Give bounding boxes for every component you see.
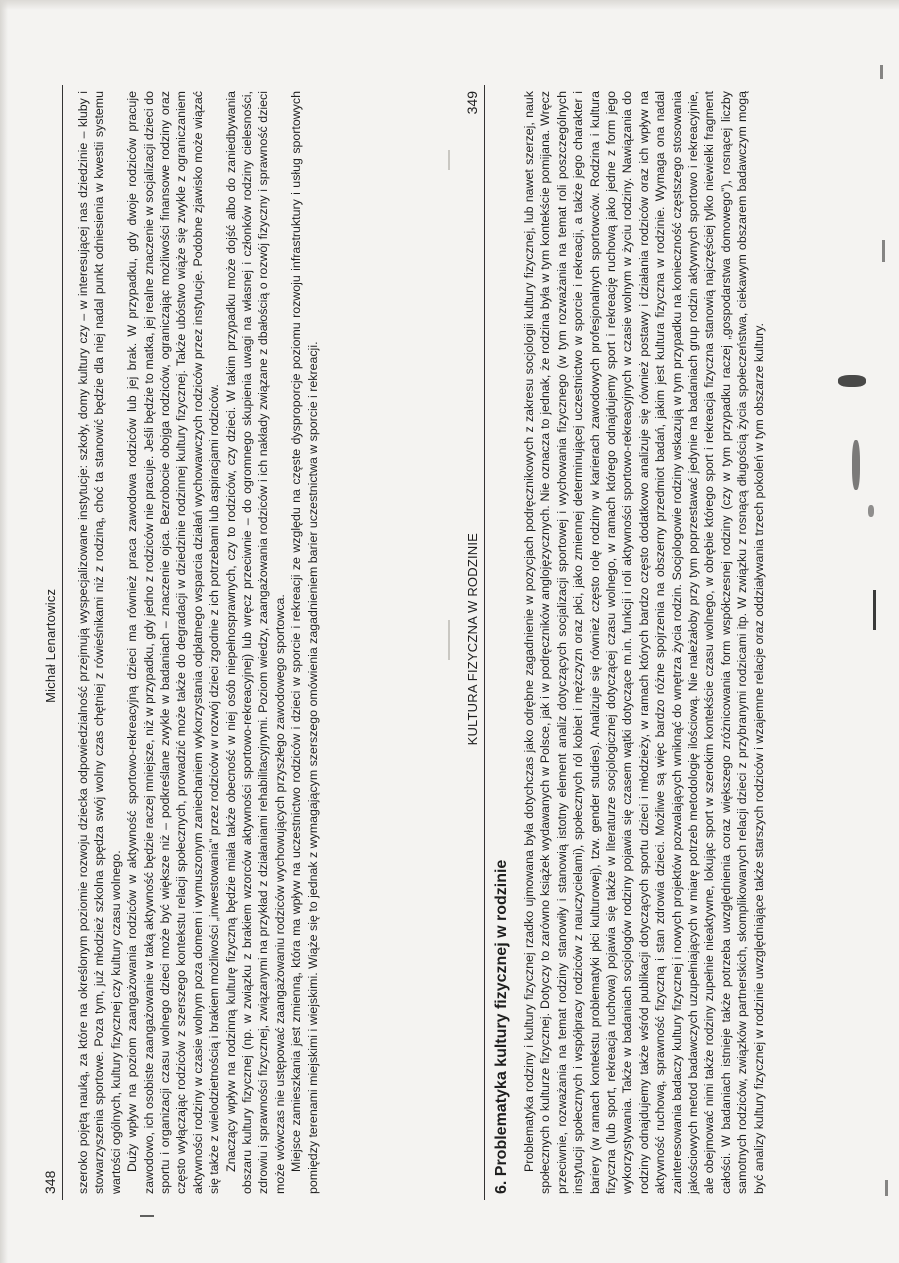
right-page: [464, 85, 824, 1200]
left-paragraph-2: Duży wpływ na poziom zaangażowania rodziców w aktywność sportowo-rekreacyjną dzieci ma również praca zawodowa rodziców lub jej brak. W przypadku, gdy dwoje rodziców pracuje zawodowo, ich osobiste zaangażowanie w taką aktywność będzie raczej mniejsze, niż w przypadku, gdy jedno z rodziców nie pracuje. Jeśli będzie to matka, jej realne znaczenie w socjalizacji dzieci do sportu i organizacji czasu wolnego dzieci może być większe niż – podkreślane zwykle w badaniach – znaczenie ojca. Bezrobocie obojga rodziców, ograniczając możliwości finansowe rodziny oraz często wyłączając rodziców z szerszego kontekstu relacji społecznych, prowadzić może także do degradacji w dziedzinie rodzinnej kultury fizycznej. Także ubóstwo wiąże się zwykle z ograniczaniem aktywności rodziny w czasie wolnym poza domem i wymuszonym zaniechaniem wykorzystania odpłatnego wsparcia działań wychowawczych rodziców przez instytucje. Podobne zjawisko może wiązać się także z wielodzietnością i brakiem możliwości „inwestowania” przez rodziców w rozwój dzieci zgodnie z ich potrzebami lub aspiracjami rodziców.: [125, 91, 222, 1194]
scan-tick: [880, 65, 883, 79]
left-paragraph-1: szeroko pojętą nauką, za które na określonym poziomie rozwoju dziecka odpowiedzialność przejmują wyspecjalizowane instytucje: szkoły, domy kultury czy – w interesującej nas dziedzinie – kluby i stowarzyszenia sportowe. Poza tym, już młodzież szkolna spędza swój wolny czas chętniej z rówieśnikami niż z rodziną, choć ta stanowić będzie dla niej nadal punkt odniesienia w kwestii systemu wartości ogólnych, kultury fizycznej czy kultury czasu wolnego.: [76, 91, 123, 1194]
scan-smudge: [868, 505, 874, 517]
left-paragraph-4: Miejsce zamieszkania jest zmienną, która ma wpływ na uczestnictwo rodziców i dzieci w sporcie i rekreacji ze względu na częste dysproporcje poziomu rozwoju infrastruktury i usług sportowych pomiędzy terenami miejskimi i wiejskimi. Wiąże się to jednak z wymagającym szerszego omówienia zagadnieniem barier uczestnictwa w sporcie i rekreacji.: [289, 91, 320, 1194]
scan-smudge: [852, 440, 860, 490]
gutter-mark: [448, 620, 450, 660]
section-title: 6. Problematyka kultury fizycznej w rodzinie: [493, 859, 510, 1194]
right-paragraph-1: Problematyka rodziny i kultury fizycznej rzadko ujmowana była dotychczas jako odrębne zagadnienie w pozycjach podręcznikowych z zakresu socjologii kultury fizycznej, lub nawet szerzej, nauk społecznych o kulturze fizycznej. Dotyczy to zarówno książek wydawanych w Polsce, jak i w podręczników anglojęzycznych. Nie oznacza to jednak, że rodzina była w tym kontekście pomijana. Wręcz przeciwnie, rozważania na temat rodziny stanowiły i stanowią istotny element analiz dotyczących socjalizacji sportowej i wychowania fizycznego (w tym rozważania na temat roli poszczególnych instytucji społecznych i współpracy rodziców z nauczycielami), społecznych ról kobiet i mężczyzn oraz płci, jako zmiennej determinującej uczestnictwo w sporcie i rekreacji, a także jego charakter i bariery (w ramach kontekstu problematyki płci kulturowej), tzw. gender studies). Analizuje się również często rolę rodziny w karierach zawodowych profesjonalnych sportowców. Rodzina i kultura fizyczna (lub sport, rekreacja ruchowa) pojawia się także w literaturze socjologicznej dotyczącej czasu wolnego, w ramach którego odnajdujemy sport i rekreację ruchową jako jedne z form jego wykorzystywania. Także w badaniach socjologów rodziny pojawia się czasem wątki dotyczące m.in. funkcji i roli aktywności sportowo-rekreacyjnych w czasie wolnym w życiu rodziny. Nawiązania do rodziny odnajdujemy także wśród publikacji dotyczących sportu dzieci i młodzieży, w ramach których bardzo często dodatkowo analizuje się również postawy i działania rodziców oraz ich wpływ na aktywność ruchową, sprawność fizyczną i stan zdrowia dzieci. Możliwe są więc bardzo różne spojrzenia na obszerny przedmiot badań, jakim jest kultura fizyczna w rodzinie. Wymaga ona nadal zainteresowania badaczy kultury fizycznej i nowych projektów pozwalających wniknąć do wnętrza życia rodzin. Socjologowie rodziny wskazują w tym przypadku na konieczność częstszego stosowania jakościowych metod badawczych uzupełniających w miarę potrzeb metodologię ilościową. Nie należałoby przy tym poprzestawać jedynie na badaniach grup rodzin aktywnych sportowo i rekreacyjnie, ale obejmować nimi także rodziny zupełnie nieaktywne, lokując sport w szerokim kontekście czasu wolnego, w obrębie którego sport i rekreacja fizyczna stanowią najczęściej tylko niewielki fragment całości. W badaniach istnieje także potrzeba uwzględnienia coraz większego zróżnicowania form współczesnej rodziny (czy w tym przypadku raczej „gospodarstwa domowego”), rosnącej liczby samotnych rodziców, związków partnerskich, skomplikowanych relacji dzieci z przybranymi rodzicami itp. W związku z rosnącą długością życia społeczeństwa, ciekawym obszarem badawczym mogą być analizy kultury fizycznej w rodzinie uwzględniające także starszych rodziców i wzajemne relacje oraz oddziaływania trzech pokoleń w tym obszarze kultury.: [522, 91, 766, 1194]
left-body-text: [75, 85, 321, 1200]
scan-tick: [873, 590, 876, 630]
left-running-head: [42, 85, 63, 1200]
scan-edge-top: [0, 0, 899, 10]
right-running-head-title: KULTURA FIZYCZNA W RODZINIE: [465, 532, 480, 746]
left-running-head-author: Michał Lenartowicz: [43, 588, 58, 703]
scan-edge-left: [0, 0, 8, 1263]
scan-tick: [885, 1180, 888, 1196]
right-page-number: 349: [464, 91, 480, 115]
scan-tick: [140, 1215, 154, 1217]
left-paragraph-3: Znaczący wpływ na rodzinną kulturę fizyczną będzie miała także obecność w niej osób niepełnosprawnych, czy to rodziców, czy dzieci. W takim przypadku może dojść albo do zaniedbywania obszaru kultury fizycznej (np. w związku z brakiem wzorców aktywności sportowo-rekreacyjnej) lub wręcz przeciwnie – do ogromnego skupienia uwagi na własnej i członków rodziny cielesności, zdrowiu i sprawności fizycznej, związanymi na przykład z działaniami rehabilitacyjnymi. Poziom wiedzy, zaangażowania rodziców i ich nakłady związane z dbałością o rozwój fizyczny i sprawność dzieci może wówczas nie ustępować zaangażowaniu rodziców wychowujących przyszłego zawodowego sportowca.: [223, 91, 287, 1194]
scan-smudge: [838, 375, 866, 387]
left-page-number: 348: [42, 1170, 58, 1194]
right-running-head: [464, 85, 485, 1200]
left-page: [42, 85, 432, 1200]
gutter-mark: [448, 150, 450, 170]
right-body-text: [521, 85, 767, 1200]
scan-tick: [882, 240, 885, 262]
